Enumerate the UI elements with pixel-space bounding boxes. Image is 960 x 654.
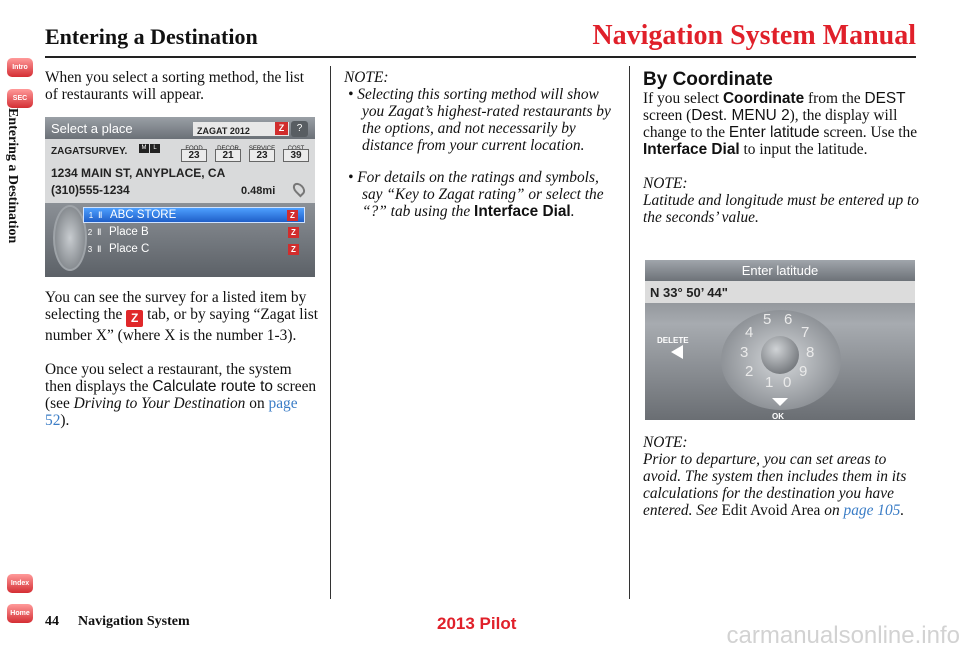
page-number: 44 (45, 614, 59, 629)
page-52-link[interactable]: page 52 (45, 395, 298, 429)
fork-knife-icon: Ⅱ (97, 226, 102, 237)
ok-arrow-icon[interactable] (772, 398, 788, 406)
dial-digit: 3 (740, 344, 749, 361)
dial-digit: 7 (801, 324, 810, 341)
tab-index[interactable]: Index (7, 574, 33, 593)
driving-reference: Driving to Your Destination (73, 395, 246, 412)
list-item-number: 3 (87, 244, 93, 254)
list-item[interactable] (83, 241, 305, 257)
note-bullet-1: • Selecting this sorting method will show you Zagat’s highest-rated restaurants by the options, and not necessarily by distance from your current location. (348, 86, 611, 154)
list-item-number: 2 (87, 227, 93, 237)
delete-arrow-icon[interactable] (671, 345, 683, 359)
note-label: NOTE: (344, 69, 389, 86)
interface-dial-term: Interface Dial (474, 203, 571, 220)
note-bullet-2-text: For details on the ratings and symbols, say “Key to Zagat rating” or select the “?” tab using the (357, 169, 604, 220)
calculate-route-term: Calculate route to (152, 378, 273, 395)
zagat-z-icon[interactable]: Z (288, 244, 299, 255)
calc-text-a: Once you select a restaurant, the system then displays the (45, 361, 292, 395)
dial-digit: 1 (765, 374, 774, 391)
tab-home[interactable]: Home (7, 604, 33, 623)
survey-text-b: tab, or by saying “Zagat list number X” (where X is the number 1-3). (45, 306, 319, 344)
column-divider (330, 66, 331, 599)
avoid-note-end: . (900, 502, 905, 519)
map-pin-icon (291, 181, 308, 198)
coord-text-e: screen. Use the (823, 124, 918, 141)
calc-text-b: screen (see (45, 378, 317, 412)
page-105-link[interactable]: page 105 (843, 502, 901, 519)
interface-dial-icon (53, 205, 87, 271)
by-coordinate-heading: By Coordinate (643, 69, 773, 90)
avoid-note-on: on (824, 502, 840, 519)
dial-digit: 9 (799, 363, 808, 380)
score-decor: 21 (215, 149, 241, 162)
footer-label: Navigation System (78, 614, 190, 629)
calculate-paragraph (45, 361, 320, 429)
dial-knob-icon[interactable] (761, 336, 799, 374)
side-section-label: Entering a Destination (5, 108, 20, 244)
list-item[interactable] (83, 224, 305, 240)
zagat-z-icon: Z (126, 310, 143, 327)
restaurant-info (45, 139, 315, 203)
ok-label: OK (772, 412, 784, 420)
tab-sec[interactable]: SEC (7, 89, 33, 108)
coord-text-d: ), the display will change to the (643, 107, 898, 141)
calc-text-on: on (249, 395, 265, 412)
dest-term: DEST (864, 90, 906, 107)
coord-text-f: to input the latitude. (743, 141, 868, 158)
coord-text-c: screen ( (643, 107, 692, 124)
score-cost: 39 (283, 149, 309, 162)
coordinate-paragraph (643, 90, 923, 158)
section-title: Entering a Destination (45, 24, 258, 49)
avoid-note-text: Prior to departure, you can set areas to avoid. The system then includes them in its calculations for the destination you have entered. See (643, 451, 907, 519)
zagat-z-icon[interactable]: Z (287, 210, 298, 221)
help-tab[interactable]: ? (291, 121, 308, 137)
zagat-z-icon[interactable]: Z (288, 227, 299, 238)
interface-dial-term: Interface Dial (643, 141, 740, 158)
latitude-note: Latitude and longitude must be entered up to the seconds’ value. (643, 192, 920, 226)
score-service: 23 (249, 149, 275, 162)
calc-text-end: ). (60, 412, 70, 429)
delete-label: DELETE (657, 336, 689, 345)
survey-paragraph (45, 289, 320, 344)
note-bullet-1-text: Selecting this sorting method will show you Zagat’s highest-rated restaurants by the options, and not necessarily by distance from your current location. (357, 86, 611, 154)
screen-title: Enter latitude (645, 260, 915, 281)
dial-digit: 4 (745, 324, 754, 341)
avoid-area-note (643, 451, 923, 519)
dial-digit: 5 (763, 311, 772, 328)
enter-latitude-screen (645, 260, 915, 420)
list-item-name: Place C (109, 242, 150, 255)
restaurant-phone: (310)555-1234 (51, 183, 130, 197)
zagat-z-tab[interactable]: Z (275, 122, 288, 135)
column-middle (344, 69, 612, 220)
enter-latitude-term: Enter latitude (728, 124, 820, 141)
latitude-value-field: N 33° 50’ 44" (645, 281, 915, 303)
screen-title: Select a place (45, 117, 315, 139)
coord-text-a: If you select (643, 90, 720, 107)
zagat-survey-logo: ZAGATSURVEY. (51, 146, 128, 157)
manual-title: Navigation System Manual (592, 20, 916, 51)
list-item-name: Place B (109, 225, 149, 238)
note-bullet-2: • For details on the ratings and symbols, say “Key to Zagat rating” or select the “?” tab using the Interface Dial. (348, 169, 604, 220)
restaurant-address: 1234 MAIN ST, ANYPLACE, CA (51, 166, 226, 180)
edit-avoid-area-reference: Edit Avoid Area (721, 502, 821, 519)
list-item[interactable] (83, 207, 305, 223)
dial-digit: 2 (745, 363, 754, 380)
column-divider (629, 66, 630, 599)
list-item-name: ABC STORE (110, 208, 177, 221)
dest-menu-term: Dest. MENU 2 (691, 107, 790, 124)
coord-text-b: from the (808, 90, 861, 107)
badge-m: M (139, 144, 149, 153)
dial-digit: 0 (783, 374, 792, 391)
note-bullet-2-end: . (570, 203, 575, 220)
survey-text-a: You can see the survey for a listed item by selecting the (45, 289, 307, 323)
select-place-screen (45, 117, 315, 277)
fork-knife-icon: Ⅱ (98, 209, 103, 220)
intro-paragraph: When you select a sorting method, the list of restaurants will appear. (45, 69, 305, 103)
fork-knife-icon: Ⅱ (97, 243, 102, 254)
score-food: 23 (181, 149, 207, 162)
coordinate-term: Coordinate (722, 90, 805, 107)
column-left (45, 69, 320, 429)
zagat-year-tag[interactable]: ZAGAT 2012 (193, 122, 289, 136)
header-rule (45, 56, 916, 58)
restaurant-list (45, 203, 315, 277)
note-label: NOTE: (643, 175, 688, 192)
dial-digit: 6 (784, 311, 793, 328)
dial-digit: 8 (806, 344, 815, 361)
model-year: 2013 Pilot (437, 614, 517, 633)
watermark: carmanualsonline.info (726, 622, 960, 649)
tab-intro[interactable]: Intro (7, 58, 33, 77)
note-label: NOTE: (643, 434, 688, 451)
restaurant-distance: 0.48mi (241, 185, 276, 197)
list-item-number: 1 (88, 210, 94, 220)
badge-l: L (150, 144, 160, 153)
column-right (643, 69, 923, 519)
